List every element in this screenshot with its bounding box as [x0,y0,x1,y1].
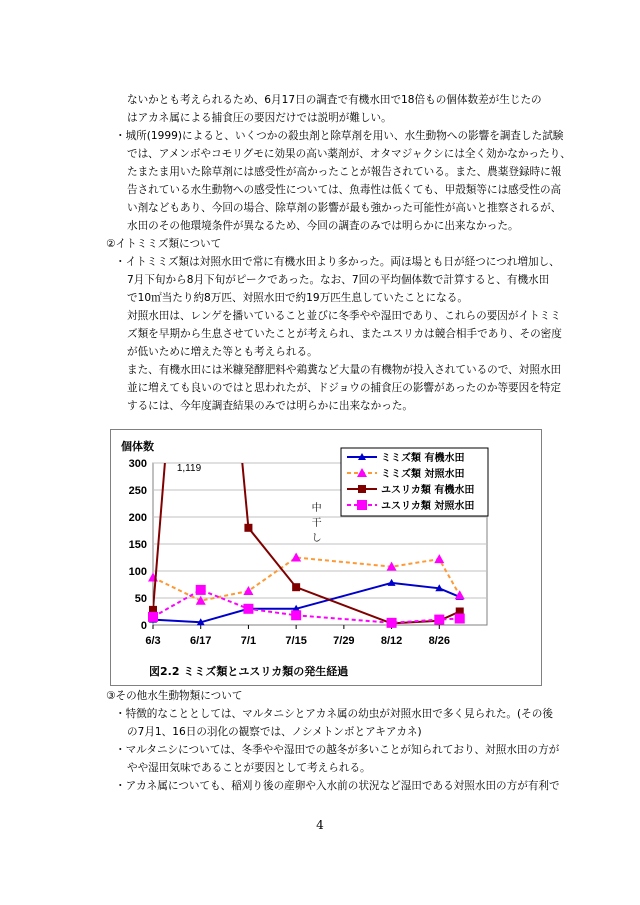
text-line: 水田のその他環境条件が異なるため、今回の調査のみでは明らかに出来なかった。 [127,220,519,232]
text-line: 対照水田は、レンゲを播いていること並びに冬季やや湿田であり、これらの要因がイトミミ [127,310,561,322]
y-tick-label: 0 [140,620,147,632]
text-line: 告されている水生動物への感受性については、魚毒性は低くても、甲殻類等には感受性の高 [127,184,562,196]
data-point-square [244,524,252,532]
text-line: ・アカネ属についても、稲刈り後の産卵や入水前の状況など湿田である対照水田の方が有利で [115,780,560,792]
data-point-square [387,618,397,628]
text-line: ③その他水生動物類について [106,690,243,702]
figure-caption: 図2.2 ミミズ類とユスリカ類の発生経過 [149,665,349,678]
chart-figure [110,429,542,686]
text-line: ②イトミミズ類について [106,238,222,250]
x-tick-label: 7/1 [240,635,257,647]
text-line: するには、今年度調査結果のみでは明らかに出来なかった。 [127,400,414,412]
y-tick-label: 250 [128,485,147,497]
data-point-square [455,614,465,624]
y-tick-label: 150 [128,539,147,551]
text-line: やや湿田気味であることが要因として考えられる。 [127,762,371,774]
text-line: ないかとも考えられるため、6月17日の調査で有機水田で18倍もの個体数差が生じたの [127,94,542,106]
line-chart [111,430,543,687]
x-tick-label: 8/12 [380,635,403,647]
page-number: 4 [316,818,324,832]
x-tick-label: 7/29 [333,635,355,647]
x-tick-label: 7/15 [285,635,307,647]
data-point-square [292,583,300,591]
text-line: ・マルタニシについては、冬季やや湿田での越冬が多いことが知られており、対照水田の方が [115,744,560,756]
peak-annotation: 1,119 [176,463,202,474]
y-axis-label: 個体数 [121,440,154,453]
midseason-drainage-label: 中 [311,503,322,514]
data-point-square [434,615,444,625]
text-line: では、アメンボやコモリグモに効果の高い薬剤が、オタマジャクシには全く効かなかったり、 [127,148,571,160]
text-line: ズ類を早期から生息させていたことが考えられ、またユスリカは競合相手であり、その密度 [127,328,562,340]
text-line: 並に増えても良いのではと思われたが、ドジョウの捕食圧の影響があったのか等要因を特定 [127,382,562,394]
legend-label: ミミズ類 有機水田 [381,453,465,464]
y-tick-label: 300 [128,458,147,470]
x-tick-label: 8/26 [428,635,450,647]
legend-label: ユスリカ類 有機水田 [381,485,475,496]
text-line: ・特徴的なこととしては、マルタニシとアカネ属の幼虫が対照水田で多く見られた。(その後 [115,708,553,720]
text-line: ・イトミミズ類は対照水田で常に有機水田より多かった。両ほ場とも日が経つにつれ増加し、 [115,256,560,268]
y-tick-label: 200 [128,512,147,524]
x-tick-label: 6/17 [190,635,212,647]
text-line: ・城所(1999)によると、いくつかの殺虫剤と除草剤を用い、水生動物への影響を調査した試験 [115,130,564,142]
text-line: い剤などもあり、今回の場合、除草剤の影響が最も強かった可能性が高いと推察されるが、 [127,202,562,214]
y-tick-label: 50 [134,593,147,605]
x-tick-label: 6/3 [145,635,161,647]
data-point-square [291,610,301,620]
text-line: 7月下旬から8月下旬がピークであった。なお、7回の平均個体数で計算すると、有機水田 [127,274,550,286]
legend-label: ユスリカ類 対照水田 [381,501,475,512]
text-line: また、有機水田には米糠発酵肥料や鶏糞など大量の有機物が投入されているので、対照水田 [127,364,562,376]
data-point-square [243,604,253,614]
text-line: の7月1、16日の羽化の観察では、ノシメトンボとアキアカネ) [127,726,422,738]
midseason-drainage-label: し [311,533,322,544]
y-tick-label: 100 [128,566,147,578]
midseason-drainage-label: 干 [311,518,322,529]
data-point-square [148,612,158,622]
legend-label: ミミズ類 対照水田 [381,469,465,480]
data-point-square [358,485,366,493]
data-point-square [357,500,367,510]
text-line: はアカネ属による捕食圧の要因だけでは説明が難しい。 [127,112,392,124]
data-point-square [196,585,206,595]
text-line: で10㎡当たり約8万匹、対照水田で約19万匹生息していたことになる。 [127,292,468,304]
text-line: たまたま用いた除草剤には感受性が高かったことが報告されている。また、農薬登録時に報 [127,166,562,178]
text-line: が低いために増えた等とも考えられる。 [127,346,318,358]
